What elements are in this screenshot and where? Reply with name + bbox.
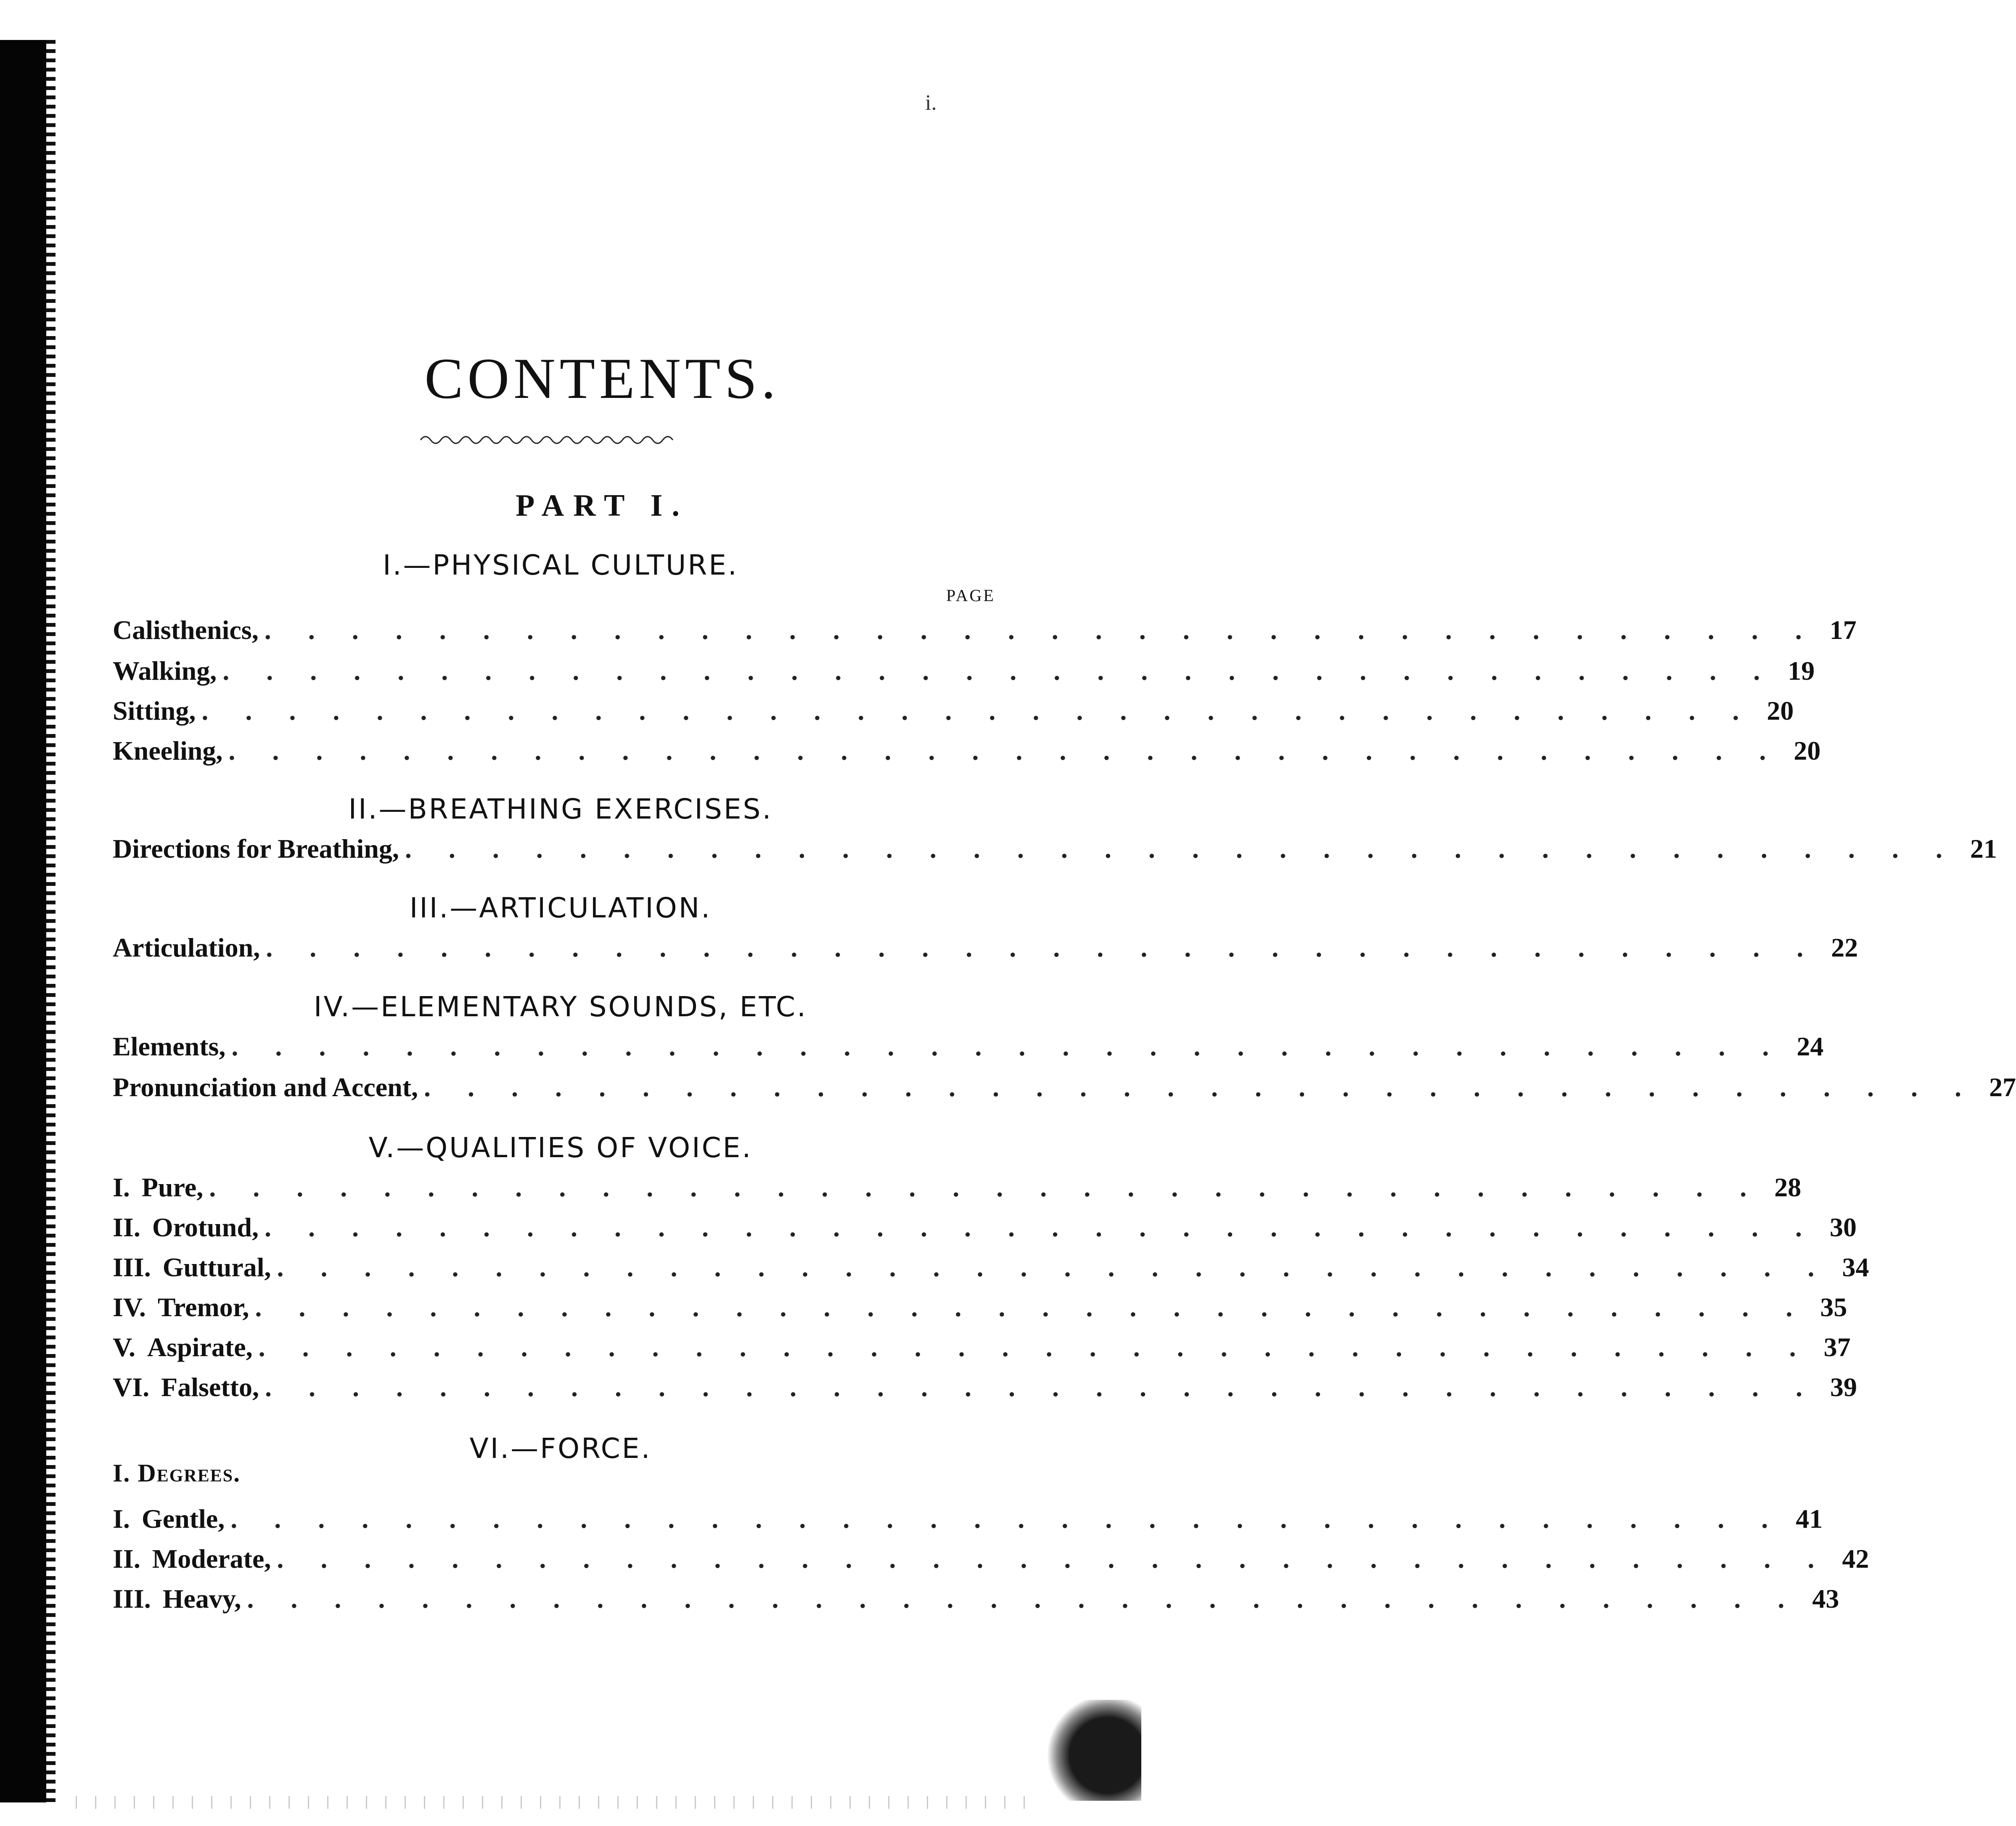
entry-page: 21 [1970,834,1997,864]
entry-page: 24 [1796,1031,1824,1061]
entry-page: 41 [1796,1504,1823,1534]
toc-entry [113,731,1821,771]
toc-entry [113,1499,1823,1539]
dot-leader: . . . . . . . . . . . . . . . . . . . . . . . . . . . . . . . . . . . . [405,834,1958,864]
entry-page: 17 [1829,615,1857,645]
entry-label: Walking, [113,656,217,686]
toc-entry [113,1579,1839,1619]
part-heading: PART I. [516,488,689,523]
subheading-number: I. [113,1459,131,1487]
entry-page: 22 [1831,933,1858,962]
dot-leader: . . . . . . . . . . . . . . . . . . . . . . . . . . . . . . . . . . . . [265,1372,1818,1402]
bottom-edge-specks [76,1796,1043,1809]
dot-leader: . . . . . . . . . . . . . . . . . . . . . . . . . . . . . . . . . . . . [255,1292,1808,1322]
toc-entry [113,1067,2016,1108]
page-column-label: PAGE [946,586,995,605]
dot-leader: . . . . . . . . . . . . . . . . . . . . . . . . . . . . . . . . . . . . [230,1504,1783,1534]
entry-page: 20 [1794,736,1821,766]
toc-entry [113,928,1858,968]
entry-page: 39 [1830,1372,1857,1402]
section-heading-breathing-exercises: II.—BREATHING EXERCISES. [348,793,773,825]
section-heading-physical-culture: I.—PHYSICAL CULTURE. [383,549,738,581]
toc-entry [113,829,1997,869]
entry-label: Aspirate, [147,1332,253,1362]
entry-number: III. [113,1252,151,1282]
entry-page: 20 [1767,696,1794,726]
dot-leader: . . . . . . . . . . . . . . . . . . . . . . . . . . . . . . . . . . . . [424,1072,1976,1102]
toc-entry [113,1167,1802,1208]
toc-entry [113,1539,1869,1579]
toc-entry [113,1247,1869,1288]
dot-leader: . . . . . . . . . . . . . . . . . . . . . . . . . . . . . . . . . . . . [231,1031,1784,1061]
entry-number: V. [113,1332,135,1362]
subheading-degrees [113,1459,241,1488]
book-spine-shadow [0,40,46,1802]
entry-page: 35 [1820,1292,1847,1322]
entry-page: 30 [1829,1212,1857,1242]
page-mark: i. [925,91,937,115]
entry-number: II. [113,1212,140,1242]
entry-label: Articulation, [113,933,260,962]
corner-ink-smudge [1045,1700,1141,1801]
entry-page: 27 [1989,1072,2016,1102]
section-heading-elementary-sounds: IV.—ELEMENTARY SOUNDS, ETC. [314,991,807,1023]
entry-label: Orotund, [152,1212,259,1242]
subheading-label: Degrees. [138,1459,241,1487]
toc-entry [113,1367,1857,1407]
section-heading-qualities-of-voice: V.—QUALITIES OF VOICE. [368,1132,753,1164]
entry-label: Pronunciation and Accent, [113,1072,418,1102]
entry-label: Heavy, [162,1584,241,1614]
entry-label: Kneeling, [113,736,223,766]
dot-leader: . . . . . . . . . . . . . . . . . . . . . . . . . . . . . . . . . . . . [247,1584,1800,1614]
entry-number: II. [113,1544,140,1574]
entry-label: Sitting, [113,696,196,726]
dot-leader: . . . . . . . . . . . . . . . . . . . . . . . . . . . . . . . . . . . . [209,1172,1762,1202]
toc-entry [113,1287,1847,1328]
toc-entry [113,1026,1824,1067]
entry-label: Directions for Breathing, [113,834,399,864]
dot-leader: . . . . . . . . . . . . . . . . . . . . . . . . . . . . . . . . . . . . [266,933,1819,962]
entry-label: Calisthenics, [113,615,259,645]
entry-number: III. [113,1584,151,1614]
entry-label: Falsetto, [161,1372,259,1402]
entry-label: Guttural, [162,1252,271,1282]
dot-leader: . . . . . . . . . . . . . . . . . . . . . . . . . . . . . . . . . . . . [228,736,1781,766]
entry-page: 42 [1842,1544,1869,1574]
entry-label: Pure, [141,1172,204,1202]
toc-entry [113,1207,1857,1248]
dot-leader: . . . . . . . . . . . . . . . . . . . . . . . . . . . . . . . . . . . . [264,615,1817,645]
entry-page: 34 [1842,1252,1869,1282]
toc-entry [113,691,1794,731]
section-heading-articulation: III.—ARTICULATION. [409,892,712,924]
section-heading-force: VI.—FORCE. [469,1432,652,1465]
dot-leader: . . . . . . . . . . . . . . . . . . . . . . . . . . . . . . . . . . . . [222,656,1775,686]
entry-number: I. [113,1172,130,1202]
wavy-rule-ornament [421,428,673,449]
dot-leader: . . . . . . . . . . . . . . . . . . . . . . . . . . . . . . . . . . . . [277,1544,1830,1574]
entry-number: VI. [113,1372,150,1402]
toc-entry [113,610,1857,650]
entry-page: 37 [1823,1332,1851,1362]
dot-leader: . . . . . . . . . . . . . . . . . . . . . . . . . . . . . . . . . . . . [201,696,1754,726]
entry-page: 43 [1812,1584,1839,1614]
entry-label: Gentle, [141,1504,225,1534]
dot-leader: . . . . . . . . . . . . . . . . . . . . . . . . . . . . . . . . . . . . [264,1212,1817,1242]
toc-entry [113,1327,1851,1368]
entry-page: 19 [1788,656,1815,686]
entry-label: Elements, [113,1031,226,1061]
dot-leader: . . . . . . . . . . . . . . . . . . . . . . . . . . . . . . . . . . . . [277,1252,1830,1282]
contents-title: CONTENTS. [424,346,780,411]
entry-page: 28 [1774,1172,1802,1202]
dot-leader: . . . . . . . . . . . . . . . . . . . . . . . . . . . . . . . . . . . . [258,1332,1811,1362]
entry-number: I. [113,1504,130,1534]
toc-entry [113,651,1815,691]
entry-label: Tremor, [157,1292,249,1322]
entry-number: IV. [113,1292,146,1322]
entry-label: Moderate, [152,1544,271,1574]
